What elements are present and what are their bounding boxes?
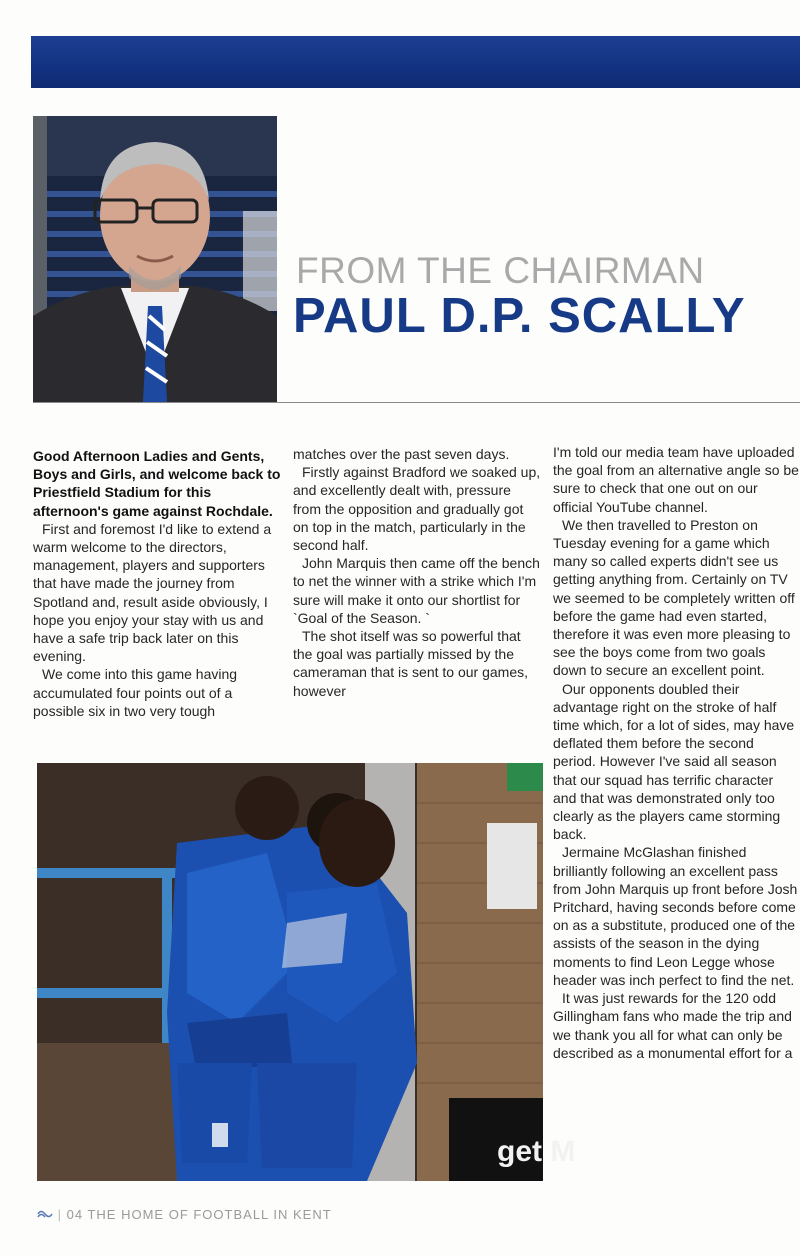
body-paragraph: We then travelled to Preston on Tuesday evening for a game which many so called experts didn't see us getting anything from. Certainly on TV we seemed to be completely written off before the game had even started, therefore it was even more pleasing to see the boys come from two goals down to secure an excellent point. [553,516,795,679]
body-paragraph: First and foremost I'd like to extend a warm welcome to the directors, management, players and supporters that have made the journey from Spotland and, result aside obviously, I hope you enjoy your stay with us and have a safe trip back later on this evening. [33,520,272,665]
section-kicker: FROM THE CHAIRMAN [296,250,705,291]
body-paragraph: We come into this game having accumulated four points out of a possible six in two very tough [33,666,238,719]
lead-paragraph: Good Afternoon Ladies and Gents, Boys and Girls, and welcome back to Priestfield Stadium for this afternoon's game against Rochdale. [33,448,281,519]
article-column-1 [33,447,281,720]
header-color-bar [31,36,800,88]
page-footer [37,1207,332,1222]
sponsor-board-text: get M [497,1135,576,1168]
body-paragraph: I'm told our media team have uploaded the goal from an alternative angle so be sure to check that one out on our official YouTube channel. [553,444,799,515]
body-paragraph: Jermaine McGlashan finished brilliantly following an excellent pass from John Marquis up front before Josh Pritchard, having seconds before come on as a substitute, produced one of the assists of the season in the dying moments to find Leon Legge whose header was inch perfect to find the net. [553,844,798,988]
author-name-heading: PAUL D.P. SCALLY [293,289,746,343]
article-column-2 [293,445,541,700]
body-paragraph: Our opponents doubled their advantage right on the stroke of half time which, for a lot of sides, may have deflated them before the second period. However I've said all season that our squad has terrific character and that was demonstrated only too clearly as the players came storming back. [553,680,795,843]
heading-divider [33,402,800,403]
club-crest-icon [37,1208,53,1220]
body-paragraph: matches over the past seven days. [293,446,510,462]
article-column-3 [553,443,800,1062]
body-paragraph: The shot itself was so powerful that the goal was partially missed by the cameraman that is sent to our games, however [293,628,528,699]
body-paragraph: It was just rewards for the 120 odd Gillingham fans who made the trip and we thank you all for what can only be described as a monumental effort for a [553,990,793,1061]
footer-text: 04 THE HOME OF FOOTBALL IN KENT [66,1207,332,1222]
team-celebration-photo [37,763,576,1181]
body-paragraph: Firstly against Bradford we soaked up, and excellently dealt with, pressure from the opposition and gradually got on top in the match, particularly in the second half. [293,464,541,554]
body-paragraph: John Marquis then came off the bench to net the winner with a strike which I'm sure will make it onto our shortlist for `Goal of the Season. ` [293,555,540,626]
chairman-portrait [33,116,277,402]
footer-separator: | [57,1207,63,1222]
